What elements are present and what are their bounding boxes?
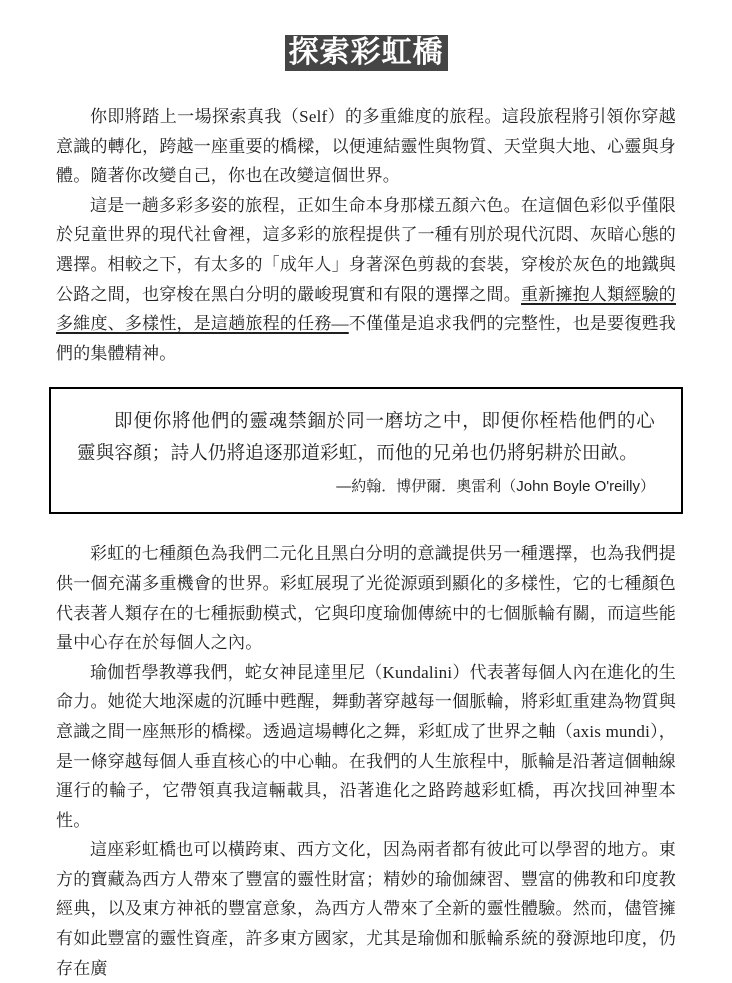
title-row <box>0 0 732 71</box>
underlined-passage: 重新擁抱人類經驗的多維度、多樣性，是這趟旅程的任務— <box>56 284 676 334</box>
quote-attribution: —約翰．博伊爾．奧雷利（John Boyle O'reilly） <box>336 478 655 496</box>
paragraph-2-pre: 這是一趟多彩多姿的旅程，正如生命本身那樣五顏六色。在這個色彩似乎僅限於兒童世界的現代社會裡，這多彩的旅程提供了一種有別於現代沉悶、灰暗心態的選擇。相較之下，有太多的「成年人」身著深色剪裁的套裝，穿梭於灰色的地鐵與公路之間，也穿梭在黑白分明的嚴峻現實和有限的選擇之間。 <box>56 195 676 304</box>
page-content <box>56 102 676 983</box>
paragraph-2 <box>56 191 676 369</box>
paragraph-2-post: 不僅僅是追求我們的完整性，也是要復甦我們的集體精神。 <box>56 314 676 363</box>
paragraph-3: 彩虹的七種顏色為我們二元化且黑白分明的意識提供另一種選擇，也為我們提供一個充滿多重機會的世界。彩虹展現了光從源頭到顯化的多樣性，它的七種顏色代表著人類存在的七種振動模式，它與印度瑜伽傳統中的七個脈輪有關，而這些能量中心存在於每個人之內。 <box>56 544 676 653</box>
paragraph-4: 瑜伽哲學教導我們，蛇女神昆達里尼（Kundalini）代表著每個人內在進化的生命力。她從大地深處的沉睡中甦醒，舞動著穿越每一個脈輪，將彩虹重建為物質與意識之間一座無形的橋樑。透過這場轉化之舞，彩虹成了世界之軸（axis mundi），是一條穿越每個人垂直核心的中心軸。在我們的人生旅程中，脈輪是沿著這個軸線運行的輪子，它帶領真我這輛載具，沿著進化之路跨越彩虹橋，再次找回神聖本性。 <box>56 662 676 830</box>
quote-box <box>49 387 683 514</box>
chapter-title: 探索彩虹橋 <box>285 35 448 71</box>
paragraph-1: 你即將踏上一場探索真我（Self）的多重維度的旅程。這段旅程將引領你穿越意識的轉化，跨越一座重要的橋樑，以便連結靈性與物質、天堂與大地、心靈與身體。隨著你改變自己，你也在改變這個世界。 <box>56 107 676 186</box>
paragraph-5: 這座彩虹橋也可以橫跨東、西方文化，因為兩者都有彼此可以學習的地方。東方的寶藏為西方人帶來了豐富的靈性財富；精妙的瑜伽練習、豐富的佛教和印度教經典，以及東方神祇的豐富意象，為西方人帶來了全新的靈性體驗。然而，儘管擁有如此豐富的靈性資產，許多東方國家，尤其是瑜伽和脈輪系統的發源地印度，仍存在廣 <box>56 840 676 978</box>
quote-text: 即便你將他們的靈魂禁錮於同一磨坊之中，即便你桎梏他們的心靈與容顏；詩人仍將追逐那道彩虹，而他的兄弟也仍將躬耕於田畝。 <box>77 412 655 465</box>
